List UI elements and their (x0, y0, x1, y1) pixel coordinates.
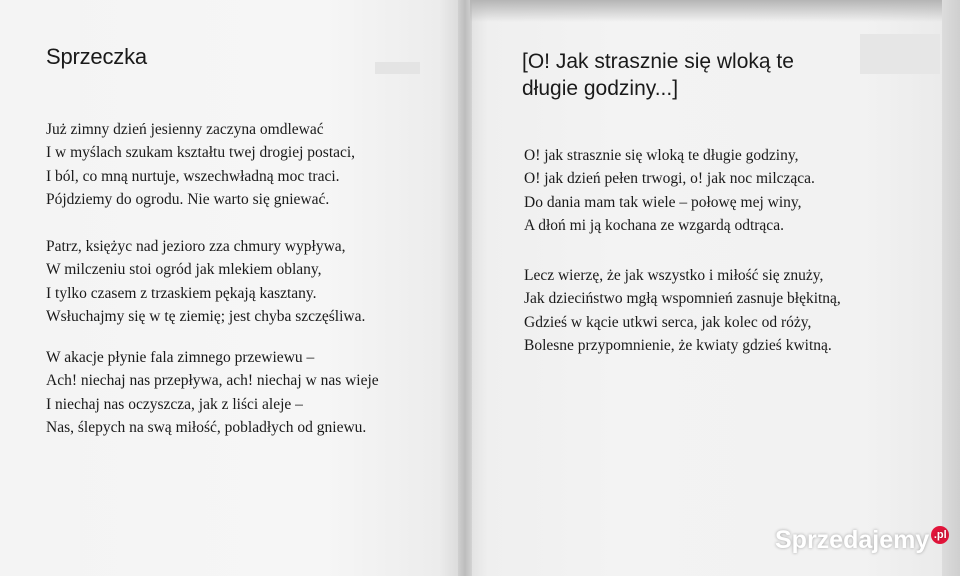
poem-line: Do dania mam tak wiele – połowę mej winy, (524, 193, 802, 211)
page-edge (942, 0, 960, 576)
poem-line: Pójdziemy do ogrodu. Nie warto się gniewać. (46, 190, 330, 208)
top-shadow (470, 0, 960, 22)
poem-line: I niechaj nas oczyszcza, jak z liści aleje – (46, 395, 303, 413)
poem-line: W akacje płynie fala zimnego przewiewu – (46, 349, 315, 366)
poem-line: Patrz, księżyc nad jezioro zza chmury wypływa, (46, 238, 346, 255)
stanza-right-2 (524, 264, 841, 357)
bleed-through-decoration (860, 34, 940, 74)
watermark-badge: .pl (931, 526, 949, 544)
title-line: długie godziny...] (522, 77, 679, 100)
title-line: [O! Jak strasznie się wloką te (522, 50, 794, 73)
bleed-through-decoration (375, 62, 420, 74)
stanza-left-2 (46, 235, 365, 328)
watermark-text: Sprzedajemy (775, 526, 930, 554)
stanza-left-3 (46, 346, 379, 439)
book-gutter (458, 0, 472, 576)
poem-line: A dłoń mi ją kochana ze wzgardą odtrąca. (524, 216, 784, 234)
watermark-logo (775, 526, 949, 555)
poem-line: Wsłuchajmy się w tę ziemię; jest chyba szczęśliwa. (46, 307, 366, 325)
poem-line: W milczeniu stoi ogród jak mlekiem oblany, (46, 261, 322, 279)
poem-line: I tylko czasem z trzaskiem pękają kasztany. (46, 284, 317, 302)
poem-line: Bolesne przypomnienie, że kwiaty gdzieś kwitną. (524, 336, 832, 354)
stanza-right-1 (524, 144, 815, 237)
poem-title-left: Sprzeczka (46, 44, 147, 69)
poem-line: O! jak strasznie się wloką te długie godziny, (524, 147, 799, 164)
poem-title-right (522, 48, 794, 102)
poem-line: Lecz wierzę, że jak wszystko i miłość się znuży, (524, 267, 824, 284)
poem-line: I w myślach szukam kształtu twej drogiej postaci, (46, 144, 356, 162)
poem-line: O! jak dzień pełen trwogi, o! jak noc milcząca. (524, 170, 815, 188)
poem-line: Ach! niechaj nas przepływa, ach! niechaj w nas wieje (46, 372, 379, 390)
poem-line: Już zimny dzień jesienny zaczyna omdlewać (46, 121, 324, 138)
poem-line: Gdzieś w kącie utkwi serca, jak kolec od róży, (524, 313, 812, 331)
poem-line: Jak dzieciństwo mgłą wspomnień zasnuje błękitną, (524, 290, 841, 308)
poem-line: I ból, co mną nurtuje, wszechwładną moc traci. (46, 167, 340, 185)
poem-line: Nas, ślepych na swą miłość, pobladłych od gniewu. (46, 418, 367, 436)
stanza-left-1 (46, 118, 355, 211)
